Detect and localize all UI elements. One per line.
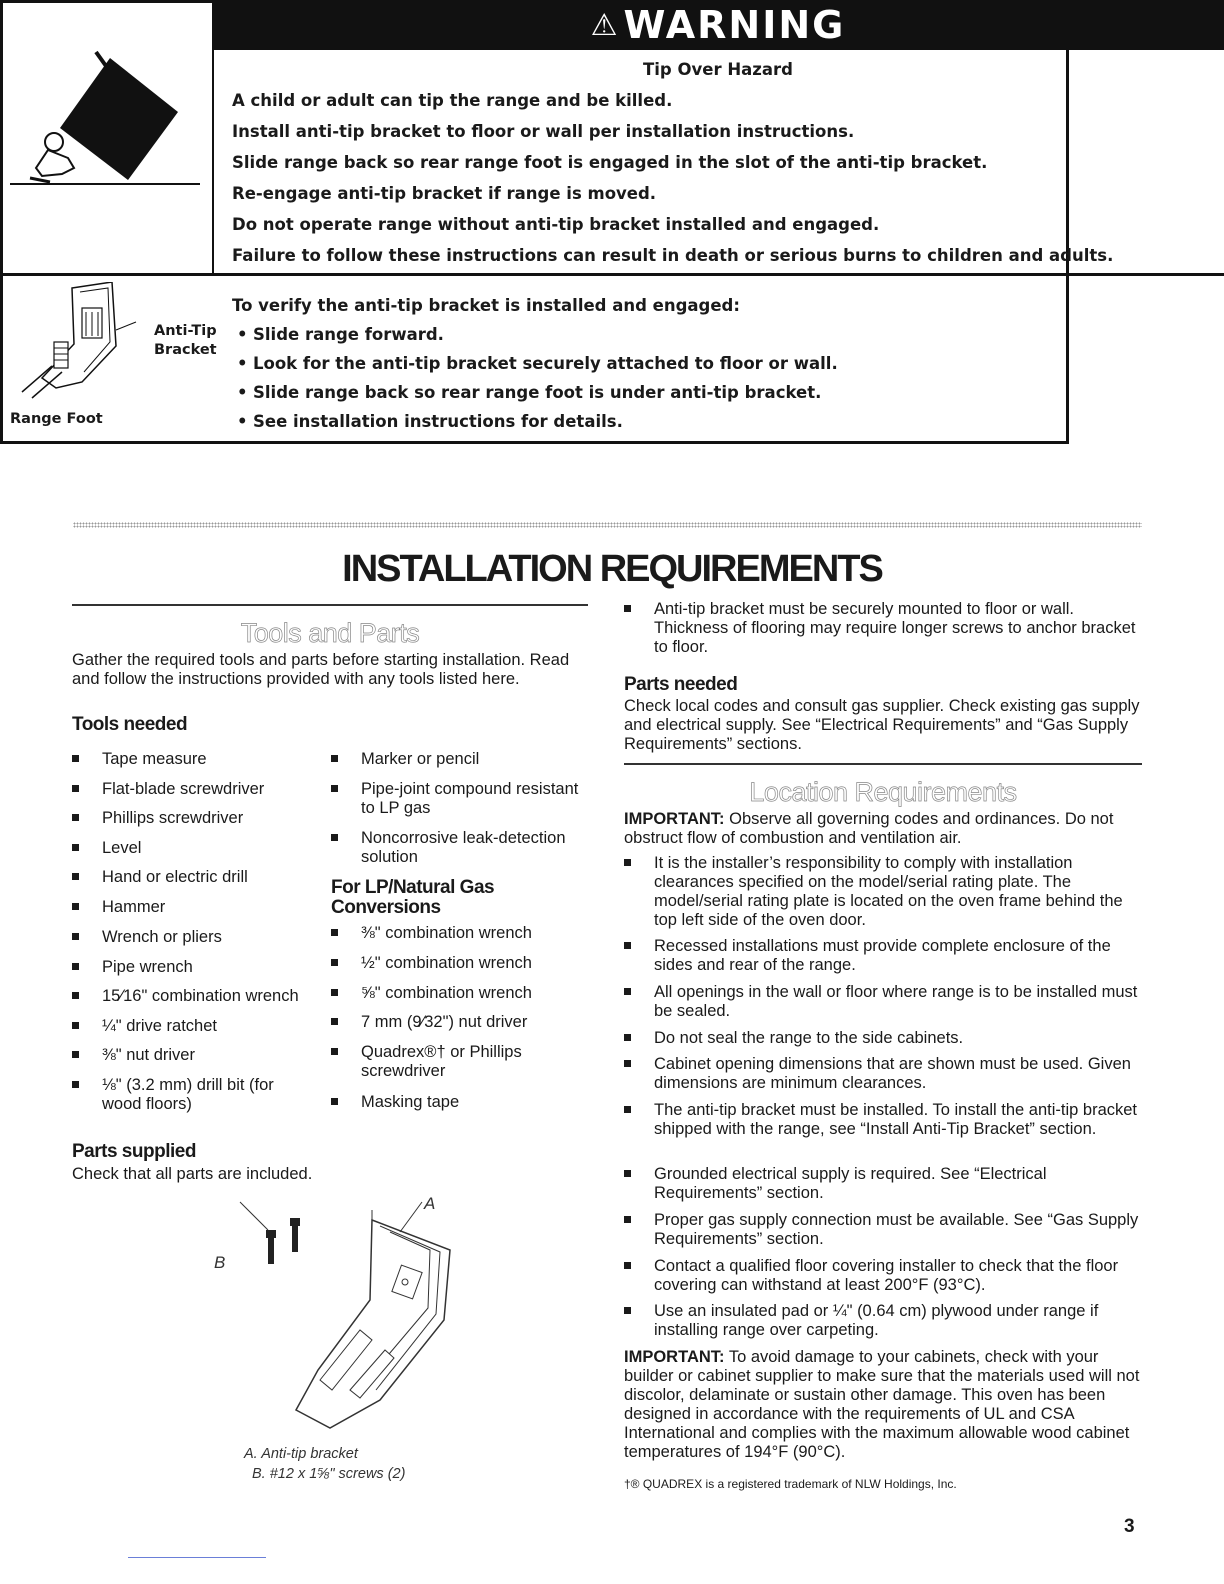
warning-line: Do not operate range without anti-tip bracket installed and engaged.: [232, 215, 880, 234]
list-item: [624, 1257, 1144, 1295]
list-item: [72, 958, 312, 977]
list-item-text: Tape measure: [102, 750, 207, 768]
important-note-2: [624, 1348, 1142, 1462]
tools-intro: Gather the required tools and parts before starting installation. Read and follow the instructions provided with any tools listed here.: [72, 651, 570, 688]
list-item-text: Marker or pencil: [361, 750, 480, 768]
parts-supplied-heading: Parts supplied: [72, 1141, 196, 1162]
list-item: [72, 809, 312, 828]
list-item: [624, 600, 1144, 657]
list-item-text: ⅛" (3.2 mm) drill bit (for wood floors): [102, 1076, 274, 1113]
list-item-text: Wrench or pliers: [102, 928, 222, 946]
list-item-text: Do not seal the range to the side cabinets.: [654, 1029, 964, 1047]
important-text: Observe all governing codes and ordinances. Do not obstruct flow of combustion and ventilation air.: [624, 810, 1114, 847]
warning-line: Re-engage anti-tip bracket if range is moved.: [232, 184, 657, 203]
list-item: [72, 1017, 312, 1036]
list-item: [331, 1093, 593, 1112]
footnote: †® QUADREX is a registered trademark of NLW Holdings, Inc.: [624, 1477, 957, 1491]
list-item-text: Hand or electric drill: [102, 868, 248, 886]
important-text: To avoid damage to your cabinets, check with your builder or cabinet supplier to make sure that the materials used will not discolor, delaminate or sustain other damage. This oven has been designed in accordance with the requirements of UL and CSA International and complies with the maximum allowable wood cabinet temperatures of 194°F (90°C).: [624, 1348, 1140, 1461]
list-item: [72, 750, 312, 769]
warning-triangle-icon: ⚠: [590, 7, 620, 43]
list-item-text: Pipe-joint compound resistant to LP gas: [361, 780, 579, 817]
warning-banner-text: WARNING: [623, 3, 846, 47]
list-item-text: Anti-tip bracket must be securely mounted to floor or wall. Thickness of flooring may require longer screws to anchor bracket to floor.: [654, 600, 1136, 656]
divider: [0, 273, 1224, 276]
list-item-text: Masking tape: [361, 1093, 460, 1111]
list-item: [331, 829, 593, 867]
verify-bullet-text: Look for the anti-tip bracket securely attached to floor or wall.: [253, 354, 838, 373]
list-item: [331, 924, 593, 943]
list-item-text: Use an insulated pad or ¼" (0.64 cm) plywood under range if installing range over carpeting.: [654, 1302, 1099, 1339]
list-item-text: ⅜" nut driver: [102, 1046, 195, 1064]
verify-bullet-text: Slide range forward.: [253, 325, 444, 344]
list-item: [624, 1055, 1144, 1093]
list-item-text: Noncorrosive leak-detection solution: [361, 829, 566, 866]
list-item-text: 7 mm (9⁄32") nut driver: [361, 1013, 528, 1031]
list-item: [624, 1302, 1144, 1340]
list-item-text: ⅝" combination wrench: [361, 984, 532, 1002]
list-item-text: Cabinet opening dimensions that are shown must be used. Given dimensions are minimum clearances.: [654, 1055, 1131, 1092]
list-item-text: Level: [102, 839, 142, 857]
list-item: [624, 983, 1144, 1021]
section-heading-location: Location Requirements: [749, 777, 1017, 807]
list-item: [624, 854, 1144, 930]
page-number: 3: [1124, 1516, 1135, 1537]
list-item-text: Proper gas supply connection must be available. See “Gas Supply Requirements” section.: [654, 1211, 1139, 1248]
verify-bullet: • Slide range forward.: [237, 325, 444, 344]
verify-bullet-text: See installation instructions for details.: [253, 412, 623, 431]
lp-conversions-heading: For LP/Natural Gas Conversions: [331, 877, 495, 918]
list-item: [624, 1165, 1144, 1203]
list-item: [624, 937, 1144, 975]
list-item-text: ½" combination wrench: [361, 954, 532, 972]
list-item: [72, 839, 312, 858]
list-item-text: Quadrex®† or Phillips screwdriver: [361, 1043, 522, 1080]
verify-bullet: • See installation instructions for details.: [237, 412, 623, 431]
hazard-title: Tip Over Hazard: [643, 60, 793, 79]
list-item: [624, 1101, 1144, 1139]
anti-tip-bracket-illustration: [12, 282, 142, 402]
list-item-text: Contact a qualified floor covering installer to check that the floor covering can withstand at least 200°F (93°C).: [654, 1257, 1119, 1294]
list-item: [624, 1029, 1144, 1048]
list-item: [624, 1211, 1144, 1249]
warning-line: A child or adult can tip the range and be killed.: [232, 91, 673, 110]
label-a: A: [424, 1194, 436, 1213]
parts-supplied-text: Check that all parts are included.: [72, 1165, 313, 1183]
list-item-text: All openings in the wall or floor where range is to be installed must be sealed.: [654, 983, 1138, 1020]
list-item-text: Hammer: [102, 898, 166, 916]
list-item: [331, 1013, 593, 1032]
list-item: [72, 780, 312, 799]
important-note: [624, 810, 1142, 848]
dotted-divider: [73, 522, 1142, 528]
list-item-text: It is the installer’s responsibility to comply with installation clearances specified on the model/serial rating plate. The model/serial rating plate is located on the oven frame behind the top left side of the oven door.: [654, 854, 1123, 929]
list-item: [72, 898, 312, 917]
parts-illustration: [200, 1190, 470, 1440]
warning-line: Install anti-tip bracket to floor or wall per installation instructions.: [232, 122, 855, 141]
warning-line: Failure to follow these instructions can result in death or serious burns to children and adults.: [232, 246, 1114, 265]
parts-needed-text: Check local codes and consult gas supplier. Check existing gas supply and electrical supply. See “Electrical Requirements” and “Gas Supply Requirements” sections.: [624, 697, 1140, 753]
list-item-text: Flat-blade screwdriver: [102, 780, 265, 798]
section-rule: [624, 763, 1142, 765]
list-item: [72, 868, 312, 887]
tools-needed-heading: Tools needed: [72, 714, 188, 735]
list-item: [72, 1046, 312, 1065]
list-item: [72, 1076, 312, 1114]
verify-intro: To verify the anti-tip bracket is installed and engaged:: [232, 296, 740, 315]
important-label: IMPORTANT:: [624, 1348, 725, 1366]
list-item-text: Phillips screwdriver: [102, 809, 244, 827]
list-item: [331, 780, 593, 818]
list-item: [331, 984, 593, 1003]
verify-bullet-text: Slide range back so rear range foot is under anti-tip bracket.: [253, 383, 822, 402]
list-item-text: Pipe wrench: [102, 958, 193, 976]
page-title: INSTALLATION REQUIREMENTS: [342, 548, 882, 590]
list-item-text: 15⁄16" combination wrench: [102, 987, 299, 1005]
caption-b: B. #12 x 1⅝" screws (2): [252, 1466, 406, 1482]
important-label: IMPORTANT:: [624, 810, 725, 828]
list-item: [72, 987, 312, 1006]
list-item: [331, 750, 593, 769]
parts-needed-heading: Parts needed: [624, 674, 738, 695]
callout-range-foot: Range Foot: [10, 411, 103, 427]
warning-banner: [212, 0, 1224, 50]
section-rule: [72, 604, 588, 606]
list-item-text: ¼" drive ratchet: [102, 1017, 217, 1035]
list-item: [331, 1043, 593, 1081]
list-item: [331, 954, 593, 973]
caption-a: A. Anti-tip bracket: [244, 1446, 358, 1462]
verify-bullet: • Look for the anti-tip bracket securely attached to floor or wall.: [237, 354, 838, 373]
list-item-text: Recessed installations must provide complete enclosure of the sides and rear of the range.: [654, 937, 1111, 974]
list-item-text: ⅜" combination wrench: [361, 924, 532, 942]
section-heading-tools-parts: Tools and Parts: [240, 618, 420, 648]
bottom-link-line: [128, 1557, 266, 1558]
list-item-text: Grounded electrical supply is required. See “Electrical Requirements” section.: [654, 1165, 1047, 1202]
list-item: [72, 928, 312, 947]
callout-anti-tip-bracket: Anti-Tip Bracket: [154, 323, 217, 358]
verify-bullet: • Slide range back so rear range foot is under anti-tip bracket.: [237, 383, 822, 402]
label-b: B: [214, 1253, 226, 1272]
list-item-text: The anti-tip bracket must be installed. To install the anti-tip bracket shipped with the range, see “Install Anti-Tip Bracket” section.: [654, 1101, 1138, 1138]
warning-line: Slide range back so rear range foot is engaged in the slot of the anti-tip bracket.: [232, 153, 988, 172]
warning-box: [0, 0, 1114, 444]
tip-over-illustration: [10, 50, 200, 190]
